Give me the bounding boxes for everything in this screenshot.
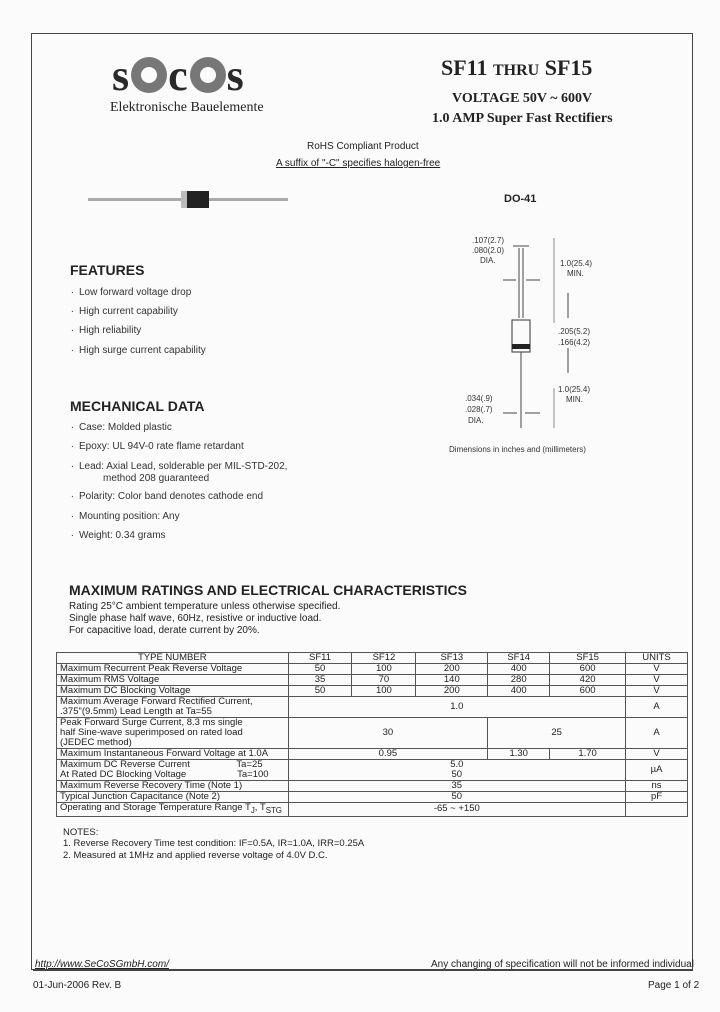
dim-wire-3: DIA. [468,416,484,425]
param-cell: Maximum Recurrent Peak Reverse Voltage [57,664,289,675]
ratings-note-intro: Rating 25°C ambient temperature unless otherwise specified. [69,601,341,612]
thru-label: THRU [492,62,540,79]
table-row [57,675,688,686]
param-text: At Rated DC Blocking Voltage [60,769,187,780]
dim-body-2: .166(4.2) [558,338,591,347]
notes-title: NOTES: [63,827,99,838]
param-sub: STG [265,805,282,815]
param-text: Maximum DC Reverse Current [60,759,190,770]
mechanical-item-cont: method 208 guaranteed [103,473,210,484]
param-cell: Maximum Instantaneous Forward Voltage at 1.0A [57,749,289,760]
unit-cell: ns [626,781,688,792]
dim-wire-2: .028(.7) [465,405,493,414]
rohs-text: RoHS Compliant Product [307,141,419,152]
value-cell: 100 [352,664,416,675]
mechanical-item: . Epoxy: UL 94V-0 rate flame retardant [79,441,244,452]
param-cell: Maximum Reverse Recovery Time (Note 1) [57,781,289,792]
value-cell: 100 [352,686,416,697]
current-rating: 1.0 AMP Super Fast Rectifiers [432,111,613,126]
secos-logo: s c s [112,51,245,100]
value-cell: 1.30 [488,749,550,760]
value-cell: 140 [416,675,488,686]
param-line: Maximum Average Forward Rectified Current, [60,696,253,707]
param-cell: Typical Junction Capacitance (Note 2) [57,792,289,803]
dim-len-bot-1: 1.0(25.4) [558,385,591,394]
unit-cell: V [626,686,688,697]
value-cell: 200 [416,686,488,697]
param-cell [57,760,289,781]
mechanical-item: . Mounting position: Any [79,511,180,522]
header-cell: SF15 [550,653,626,664]
feature-item: . Low forward voltage drop [79,287,191,298]
param-line: half Sine-wave superimposed on rated load [60,727,243,738]
note-item: 1. Reverse Recovery Time test condition: IF=0.5A, IR=1.0A, IRR=0.25A [63,838,365,849]
value-cell: 30 [288,718,488,749]
table-row [57,749,688,760]
value-cell: 1.0 [288,697,625,718]
part-title [441,55,592,81]
header-cell: TYPE NUMBER [57,653,289,664]
mechanical-item: . Polarity: Color band denotes cathode end [79,491,263,502]
param-cell: Maximum DC Blocking Voltage [57,686,289,697]
ratings-note-intro: For capacitive load, derate current by 20%. [69,625,260,636]
footer-rule [33,970,693,971]
param-cell [57,718,289,749]
part-from: SF11 [441,55,488,80]
param-sub: J [250,805,255,815]
unit-cell: V [626,749,688,760]
value-cell: 35 [288,781,625,792]
diode-lead-left [88,198,184,201]
value-cell: 1.70 [550,749,626,760]
dimension-caption: Dimensions in inches and (millimeters) [449,445,586,454]
value-cell: -65 ~ +150 [288,803,625,817]
param-line [60,770,285,780]
param-cell [57,803,289,817]
table-row [57,686,688,697]
value-cell: 200 [416,664,488,675]
dim-lead-dia-2: .080(2.0) [472,246,505,255]
unit-cell: µA [626,760,688,781]
param-line: .375"(9.5mm) Lead Length at Ta=55 [60,706,212,717]
feature-item: . High current capability [79,306,178,317]
ratings-table [56,652,688,817]
value-line: 50 [451,769,463,780]
table-row [57,803,688,817]
diode-lead-right [204,198,288,201]
value-cell: 0.95 [288,749,488,760]
unit-cell: V [626,664,688,675]
param-cell [57,697,289,718]
value-cell: 25 [488,718,626,749]
header-cell: UNITS [626,653,688,664]
param-condition: Ta=25 [236,759,263,770]
footer-date: 01-Jun-2006 Rev. B [33,980,122,991]
halogen-text: A suffix of "-C" specifies halogen-free [276,158,441,169]
features-heading: FEATURES [70,262,145,278]
voltage-range: VOLTAGE 50V ~ 600V [452,91,593,106]
header-cell: SF12 [352,653,416,664]
header-cell: SF11 [288,653,352,664]
param-line: Peak Forward Surge Current, 8.3 ms single [60,717,243,728]
mechanical-heading: MECHANICAL DATA [70,398,205,414]
footer-page-number: Page 1 of 2 [648,980,700,991]
param-cell: Maximum RMS Voltage [57,675,289,686]
unit-cell [626,803,688,817]
mechanical-item: . Lead: Axial Lead, solderable per MIL-STD-202, [79,461,287,472]
value-cell: 600 [550,686,626,697]
footer-disclaimer: Any changing of specification will not be informed individual [431,959,694,970]
dim-body-1: .205(5.2) [558,327,591,336]
param-text: Operating and Storage Temperature Range T [60,802,251,813]
diode-photo [88,188,288,212]
table-row [57,718,688,749]
table-row [57,781,688,792]
unit-cell: pF [626,792,688,803]
dim-len-top-2: MIN. [567,269,584,278]
diode-band [181,191,187,208]
feature-item: . High reliability [79,325,141,336]
param-condition: Ta=100 [237,769,269,780]
value-cell: 420 [550,675,626,686]
value-cell: 400 [488,664,550,675]
part-to: SF15 [544,55,593,80]
param-text: , T [254,802,266,813]
value-cell: 70 [352,675,416,686]
table-row [57,697,688,718]
company-subtitle: Elektronische Bauelemente [110,100,264,115]
header-cell: SF13 [416,653,488,664]
unit-cell: A [626,697,688,718]
ratings-heading: MAXIMUM RATINGS AND ELECTRICAL CHARACTERISTICS [69,582,467,598]
value-cell [288,760,625,781]
unit-cell: A [626,718,688,749]
dim-lead-dia-3: DIA. [480,256,496,265]
value-cell: 600 [550,664,626,675]
value-line: 5.0 [450,759,464,770]
mechanical-item: . Weight: 0.34 grams [79,530,166,541]
table-row [57,792,688,803]
value-cell: 50 [288,686,352,697]
package-name: DO-41 [504,193,537,205]
dim-len-top-1: 1.0(25.4) [560,259,593,268]
value-cell: 400 [488,686,550,697]
ratings-note-intro: Single phase half wave, 60Hz, resistive or inductive load. [69,613,322,624]
table-row [57,760,688,781]
value-cell: 280 [488,675,550,686]
table-header-row [57,653,688,664]
dim-wire-1: .034(.9) [465,394,493,403]
feature-item: . High surge current capability [79,345,206,356]
value-cell: 50 [288,664,352,675]
table-row [57,664,688,675]
mechanical-item: . Case: Molded plastic [79,422,172,433]
value-cell: 35 [288,675,352,686]
note-item: 2. Measured at 1MHz and applied reverse voltage of 4.0V D.C. [63,850,328,861]
value-cell: 50 [288,792,625,803]
dim-len-bot-2: MIN. [566,395,583,404]
footer-url-link[interactable]: http://www.SeCoSGmbH.com/ [35,959,169,970]
dim-lead-dia-1: .107(2.7) [472,236,505,245]
param-line: (JEDEC method) [60,737,132,748]
header-cell: SF14 [488,653,550,664]
unit-cell: V [626,675,688,686]
